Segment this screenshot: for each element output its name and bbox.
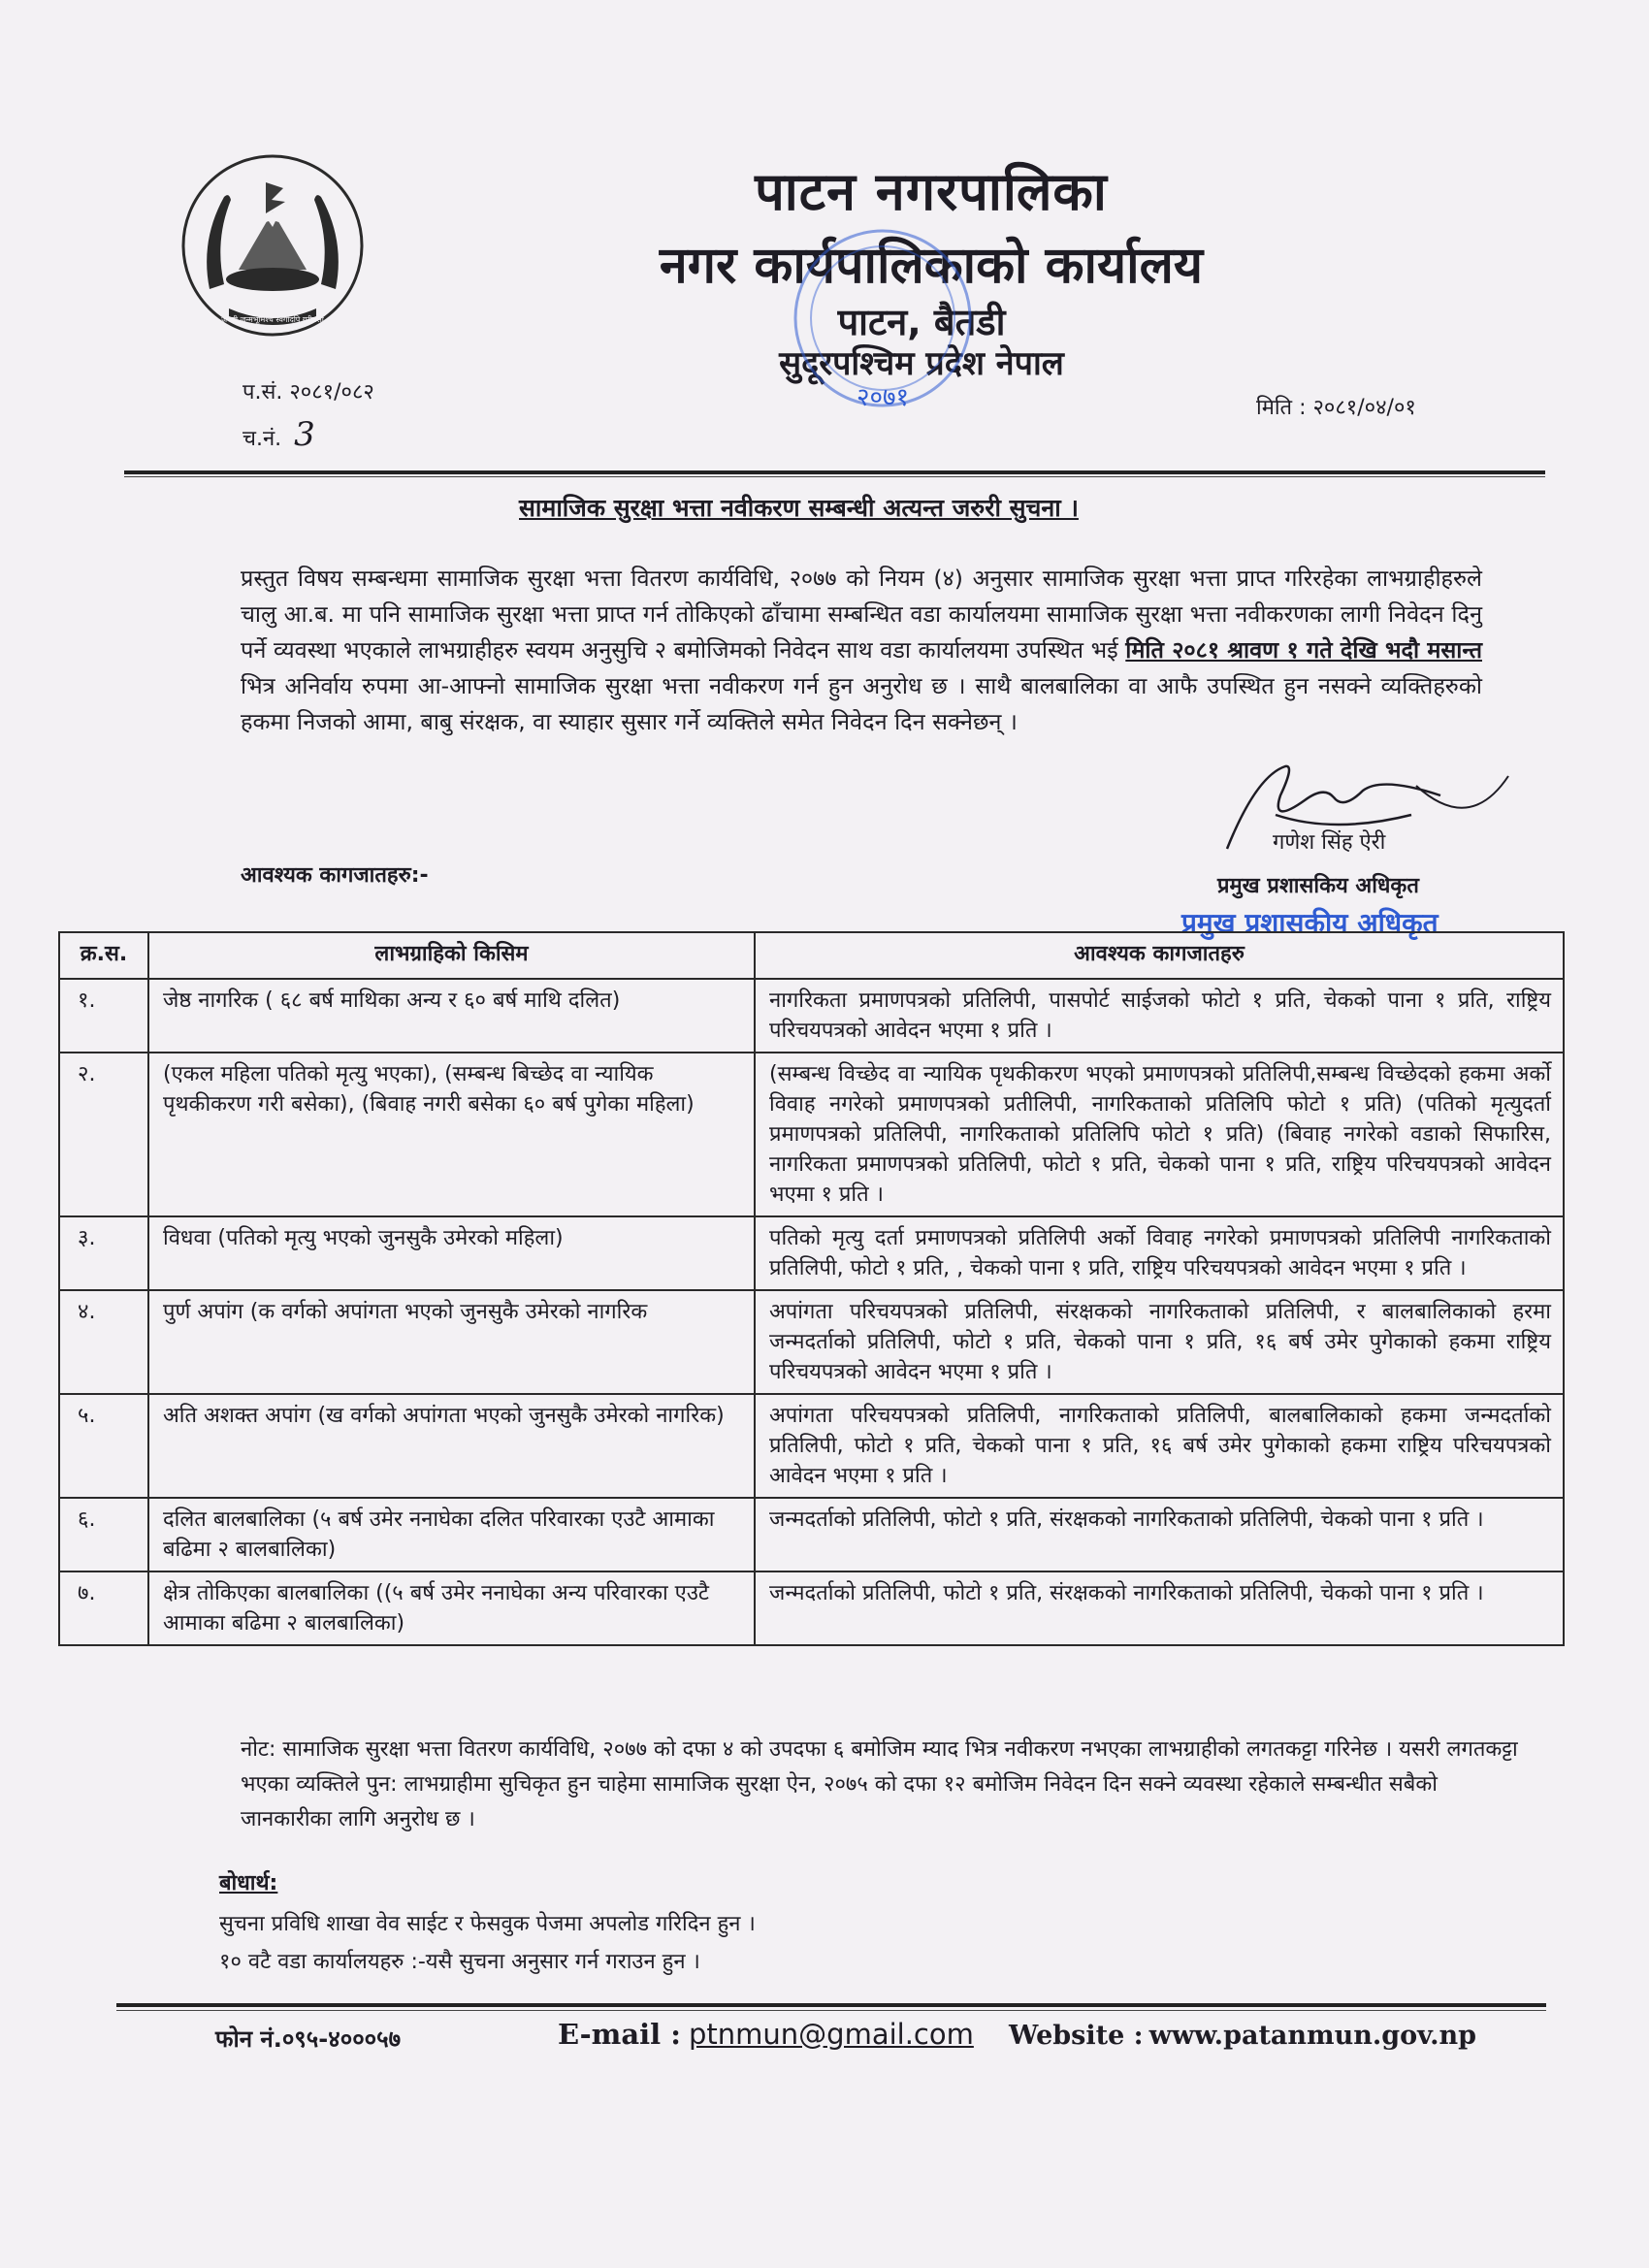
row-serial: ३. [59, 1216, 148, 1290]
table-row [59, 1498, 1564, 1571]
office-province: सुदूरपश्चिम प्रदेश नेपाल [779, 344, 1064, 383]
dispatch-label: च.नं. [242, 427, 282, 451]
email-label: E-mail : [558, 2018, 681, 2051]
footer-phone: फोन नं.०९५-४०००५७ [215, 2025, 402, 2053]
cc-line-1: सुचना प्रविधि शाखा वेव साईट र फेसवुक पेजमा अपलोड गरिदिन हुन । [219, 1912, 756, 1936]
row-serial: ७. [59, 1571, 148, 1645]
row-beneficiary-type: जेष्ठ नागरिक ( ६८ बर्ष माथिका अन्य र ६० बर्ष माथि दलित) [148, 979, 755, 1053]
table-row [59, 979, 1564, 1053]
website-label: Website : [1009, 2021, 1144, 2051]
signatory-stamp: प्रमुख प्रशासकीय अधिकृत [1181, 907, 1439, 939]
row-beneficiary-type: (एकल महिला पतिको मृत्यु भएका), (सम्बन्ध बिच्छेद वा न्यायिक पृथकीकरण गरी बसेका), (बिवाह नगरी बसेका ६० बर्ष पुगेका महिला) [148, 1053, 755, 1216]
office-name: पाटन नगरपालिका [755, 161, 1108, 222]
header-divider [124, 470, 1545, 474]
row-serial: ५. [59, 1394, 148, 1498]
row-beneficiary-type: क्षेत्र तोकिएका बालबालिका ((५ बर्ष उमेर ननाघेका अन्य परिवारका एउटै आमाका बढिमा २ बालबालिका) [148, 1571, 755, 1645]
row-beneficiary-type: दलित बालबालिका (५ बर्ष उमेर ननाघेका दलित परिवारका एउटै आमाका बढिमा २ बालबालिका) [148, 1498, 755, 1571]
notice-subject: सामाजिक सुरक्षा भत्ता नवीकरण सम्बन्धी अत्यन्त जरुरी सुचना । [519, 494, 1079, 522]
notice-note: नोट: सामाजिक सुरक्षा भत्ता वितरण कार्यविधि, २०७७ को दफा ४ को उपदफा ६ बमोजिम म्याद भित्र नवीकरण नभएका लाभग्राहीको लगतकट्टा गरिनेछ । यसरी लगतकट्टा भएका व्यक्तिले पुन: लाभग्राहीमा सुचिकृत हुन चाहेमा सामाजिक सुरक्षा ऐन, २०७५ को दफा १२ बमोजिम निवेदन दिन सक्ने व्यवस्था रहेकाले सम्बन्धीत सबैको जानकारीका लागि अनुरोध छ । [241, 1737, 1518, 1831]
header-required-documents: आवश्यक कागजातहरु [755, 932, 1564, 979]
letter-reference-number: प.सं. २०८१/०८२ [242, 380, 374, 405]
row-required-documents: जन्मदर्ताको प्रतिलिपी, फोटो १ प्रति, संरक्षकको नागरिकताको प्रतिलिपी, चेकको पाना १ प्रति । [755, 1571, 1564, 1645]
header-divider-thin [124, 476, 1545, 477]
row-required-documents: अपांगता परिचयपत्रको प्रतिलिपी, नागरिकताको प्रतिलिपी, बालबालिकाको हकमा जन्मदर्ताको प्रतिलिपी, फोटो १ प्रति, चेकको पाना १ प्रति, १६ बर्ष उमेर पुगेकाको हकमा राष्ट्रिय परिचयपत्रको आवेदन भएमा १ प्रति । [755, 1394, 1564, 1498]
signature-icon [1217, 757, 1528, 873]
table-row [59, 1571, 1564, 1645]
footer-email [558, 2018, 974, 2051]
deadline-emphasis: मिति २०८१ श्रावण १ गते देखि भदौ मसान्त [1125, 636, 1482, 664]
row-required-documents: नागरिकता प्रमाणपत्रको प्रतिलिपी, पासपोर्ट साईजको फोटो १ प्रति, चेकको पाना १ प्रति, राष्ट्रिय परिचयपत्रको आवेदन भएमा १ प्रति । [755, 979, 1564, 1053]
office-place: पाटन, बैतडी [837, 301, 1006, 343]
row-serial: १. [59, 979, 148, 1053]
row-required-documents: अपांगता परिचयपत्रको प्रतिलिपी, संरक्षकको नागरिकताको प्रतिलिपी, र बालबालिकाको हरमा जन्मदर्ताको प्रतिलिपी, फोटो १ प्रति, चेकको पाना १ प्रति, १६ बर्ष उमेर पुगेकाको हकमा राष्ट्रिय परिचयपत्रको आवेदन भएमा १ प्रति । [755, 1290, 1564, 1394]
footer-divider [116, 2003, 1546, 2007]
svg-text:२०७१: २०७१ [856, 383, 910, 412]
website-link[interactable]: www.patanmun.gov.np [1148, 2021, 1477, 2051]
row-serial: ६. [59, 1498, 148, 1571]
body-part-1: प्रस्तुत विषय सम्बन्धमा सामाजिक सुरक्षा भत्ता वितरण कार्यविधि, २०७७ को नियम (४) अनुसार सामाजिक सुरक्षा भत्ता प्राप्त गरिरहेका लाभग्राहीहरुले चालु आ.ब. मा पनि सामाजिक सुरक्षा भत्ता प्राप्त गर्न तोकिएको ढाँचामा सम्बन्धित वडा कार्यालयमा सामाजिक सुरक्षा भत्ता नवीकरणका लागी निवेदन दिनु पर्ने व्यवस्था भएकाले लाभग्राहीहरु स्वयम अनुसुचि २ बमोजिमको निवेदन साथ वडा कार्यालयमा उपस्थित भई [241, 565, 1482, 664]
footer-divider-thin [116, 2010, 1546, 2011]
dispatch-number [242, 415, 315, 454]
documents-heading: आवश्यक कागजातहरु:- [241, 863, 429, 888]
table-row [59, 1394, 1564, 1498]
body-part-2: भित्र अनिर्वाय रुपमा आ-आफ्नो सामाजिक सुरक्षा भत्ता नवीकरण गर्न हुन अनुरोध छ । साथै बालबालिका वा आफै उपस्थित हुन नसक्ने व्यक्तिहरुको हकमा निजको आमा, बाबु संरक्षक, वा स्याहार सुसार गर्ने व्यक्तिले समेत निवेदन दिन सक्नेछन् । [241, 672, 1482, 735]
cc-line-2: १० वटै वडा कार्यालयहरु :-यसै सुचना अनुसार गर्न गराउन हुन । [219, 1950, 700, 1974]
nepal-government-emblem-icon [171, 144, 374, 347]
svg-text:जननी जन्मभूमिश्च स्वर्गादपि गर: जननी जन्मभूमिश्च स्वर्गादपि गरीयसी [221, 315, 324, 324]
row-beneficiary-type: अति अशक्त अपांग (ख वर्गको अपांगता भएको जुनसुकै उमेरको नागरिक) [148, 1394, 755, 1498]
letter-date: मिति : २०८१/०४/०१ [1256, 396, 1416, 420]
row-beneficiary-type: पुर्ण अपांग (क वर्गको अपांगता भएको जुनसुकै उमेरको नागरिक [148, 1290, 755, 1394]
signatory-name: गणेश सिंह ऐरी [1273, 830, 1386, 855]
row-required-documents: जन्मदर्ताको प्रतिलिपी, फोटो १ प्रति, संरक्षकको नागरिकताको प्रतिलिपी, चेकको पाना १ प्रति । [755, 1498, 1564, 1571]
signatory-title: प्रमुख प्रशासकिय अधिकृत [1217, 874, 1419, 898]
footer-website [1009, 2021, 1476, 2051]
table-row [59, 1290, 1564, 1394]
dispatch-value: 3 [294, 415, 315, 454]
header-beneficiary-type: लाभग्राहिको किसिम [148, 932, 755, 979]
row-serial: ४. [59, 1290, 148, 1394]
table-row [59, 1216, 1564, 1290]
table-header-row [59, 932, 1564, 979]
row-serial: २. [59, 1053, 148, 1216]
row-beneficiary-type: विधवा (पतिको मृत्यु भएको जुनसुकै उमेरको महिला) [148, 1216, 755, 1290]
requirements-table [58, 931, 1565, 1646]
cc-heading: बोधार्थ: [219, 1871, 278, 1895]
table-row [59, 1053, 1564, 1216]
header-serial: क्र.स. [59, 932, 148, 979]
notice-body [241, 561, 1482, 740]
email-link[interactable]: ptnmun@gmail.com [689, 2018, 974, 2051]
row-required-documents: (सम्बन्ध विच्छेद वा न्यायिक पृथकीकरण भएको प्रमाणपत्रको प्रतिलिपी,सम्बन्ध विच्छेदको हकमा अर्को विवाह नगरेको प्रमाणपत्रको प्रतीलिपी, नागरिकताको प्रतिलिपि फोटो १ प्रति) (पतिको मृत्युदर्ता प्रमाणपत्रको प्रतिलिपी, नागरिकताको प्रतिलिपि फोटो १ प्रति) (बिवाह नगरेको वडाको सिफारिस, नागरिकता प्रमाणपत्रको प्रतिलिपी, फोटो १ प्रति, चेकको पाना १ प्रति, राष्ट्रिय परिचयपत्रको आवेदन भएमा १ प्रति । [755, 1053, 1564, 1216]
office-subtitle: नगर कार्यपालिकाको कार्यालय [659, 237, 1204, 295]
row-required-documents: पतिको मृत्यु दर्ता प्रमाणपत्रको प्रतिलिपी अर्को विवाह नगरेको प्रमाणपत्रको प्रतिलिपी नागरिकताको प्रतिलिपी, फोटो १ प्रति, , चेकको पाना १ प्रति, राष्ट्रिय परिचयपत्रको आवेदन भएमा १ प्रति । [755, 1216, 1564, 1290]
office-stamp-icon [776, 211, 989, 425]
